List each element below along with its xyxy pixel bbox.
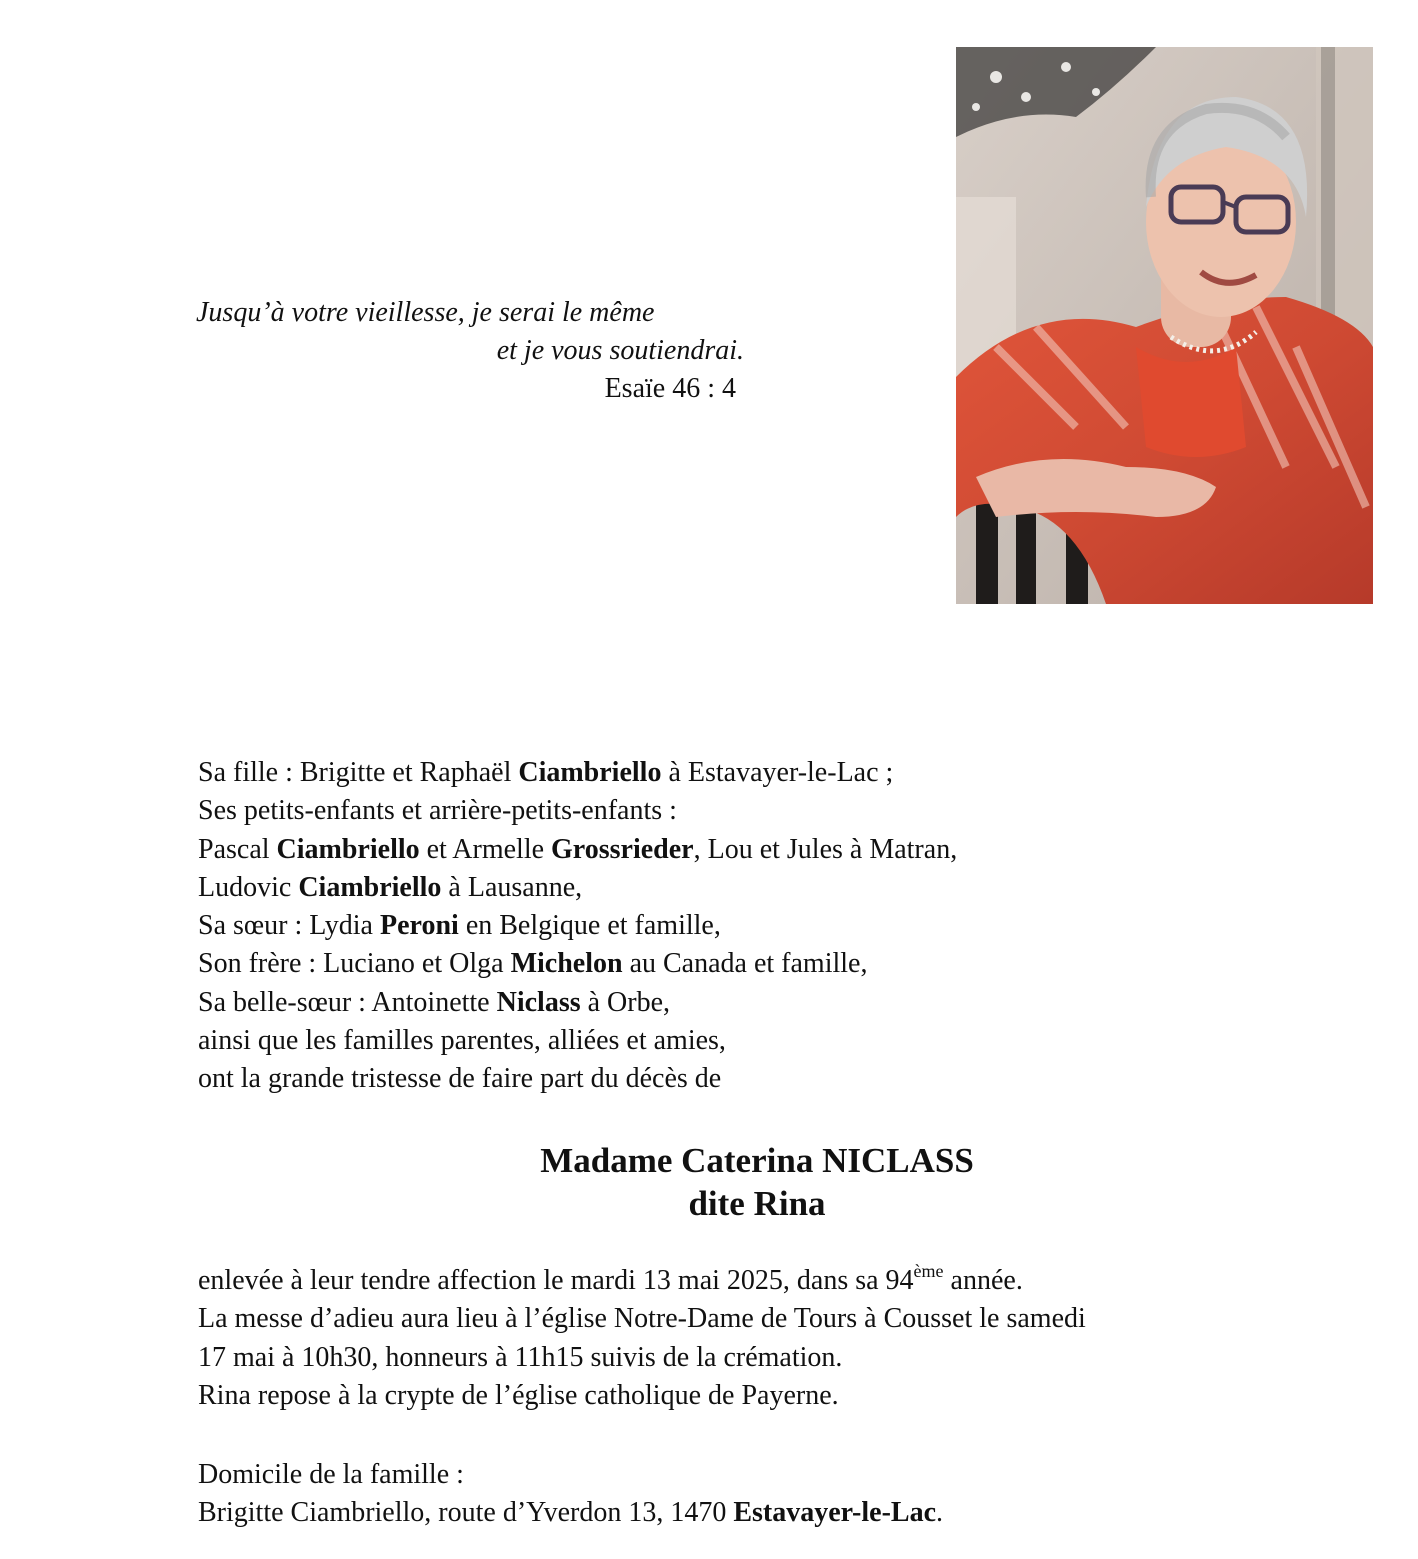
family-line: ont la grande tristesse de faire part du décès de	[198, 1063, 722, 1095]
details-line: 17 mai à 10h30, honneurs à 11h15 suivis de la crémation.	[198, 1341, 843, 1373]
verse-line-1: Jusqu’à votre vieillesse, je serai le même	[196, 297, 655, 328]
ceremony-details	[198, 1262, 1318, 1415]
family-domicile	[198, 1456, 1318, 1533]
deceased-nickname: dite Rina	[688, 1184, 826, 1223]
bible-verse	[196, 294, 744, 408]
family-line: Sa sœur : Lydia Peroni en Belgique et famille,	[198, 910, 721, 942]
details-line: La messe d’adieu aura lieu à l’église Notre-Dame de Tours à Cousset le samedi	[198, 1303, 1086, 1335]
family-line: Sa fille : Brigitte et Raphaël Ciambriello à Estavayer-le-Lac ;	[198, 757, 894, 788]
deceased-name: Madame Caterina NICLASS	[540, 1141, 974, 1180]
family-line: Pascal Ciambriello et Armelle Grossrieder, Lou et Jules à Matran,	[198, 833, 958, 865]
details-line: enlevée à leur tendre affection le mardi 13 mai 2025, dans sa 94ème année.	[198, 1261, 1023, 1296]
domicile-label: Domicile de la famille :	[198, 1459, 464, 1490]
family-line: Son frère : Luciano et Olga Michelon au Canada et famille,	[198, 948, 868, 980]
verse-reference: Esaïe 46 : 4	[604, 373, 736, 404]
verse-line-2: et je vous soutiendrai.	[496, 335, 744, 366]
family-line: Ses petits-enfants et arrière-petits-enfants :	[198, 795, 677, 827]
family-line: Sa belle-sœur : Antoinette Niclass à Orbe,	[198, 986, 671, 1018]
deceased-name-block	[198, 1139, 1318, 1225]
domicile-address: Brigitte Ciambriello, route d’Yverdon 13, 1470 Estavayer-le-Lac.	[198, 1497, 943, 1529]
details-line: Rina repose à la crypte de l’église catholique de Payerne.	[198, 1379, 839, 1411]
family-line: ainsi que les familles parentes, alliées et amies,	[198, 1025, 726, 1057]
portrait-icon	[956, 47, 1373, 604]
family-line: Ludovic Ciambriello à Lausanne,	[198, 871, 583, 903]
family-announcement	[198, 754, 1318, 1099]
portrait-photo	[956, 47, 1373, 604]
